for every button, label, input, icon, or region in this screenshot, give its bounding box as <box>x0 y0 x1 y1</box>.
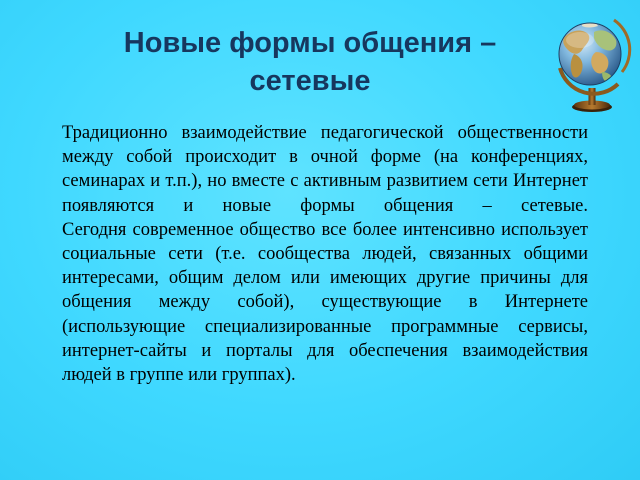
slide-title <box>60 24 560 100</box>
paragraph-1: Традиционно взаимодействие педагогической общественности между собой происходит в очной форме (на конференциях, семинарах и т.п.), но вместе с активным развитием сети Интернет появляются и новые формы общения – сетевые. <box>62 123 588 216</box>
paragraph-2: Сегодня современное общество все более интенсивно использует социальные сети (т.е. сообщества людей, связанных общими интересами, общим делом или имеющих другие причины для общения между собой), существующие в Интернете (использующие специализированные программные сервисы, интернет-сайты и порталы для обеспечения взаимодействия людей в группе или группах). <box>62 219 588 386</box>
slide-title-line-2: сетевые <box>249 65 371 97</box>
globe-icon <box>552 10 632 115</box>
slide-body <box>62 121 588 387</box>
slide-title-line-1: Новые формы общения – <box>123 27 497 59</box>
